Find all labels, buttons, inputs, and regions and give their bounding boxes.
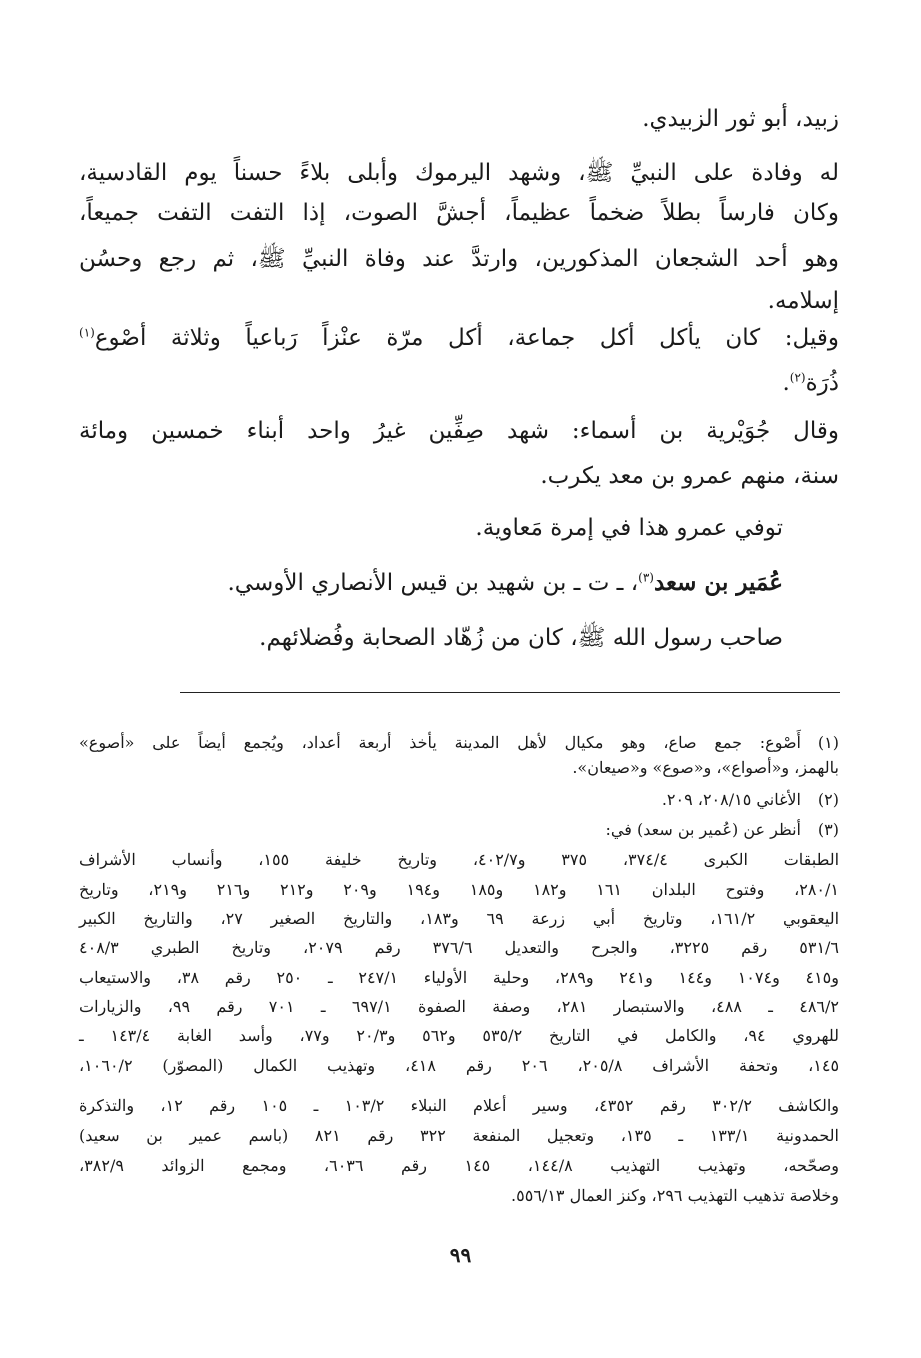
footnote-line: وصحّحه، وتهذيب التهذيب ١٤٤/٨، ١٤٥ رقم ٦٠٣٦، ومجمع الزوائد ٣٨٢/٩، <box>79 1156 840 1175</box>
footnote-number: (١) <box>817 733 839 752</box>
text-line: صاحب رسول الله ﷺ، كان من زُهّاد الصحابة وفُضلائهم. <box>259 625 783 651</box>
person-name: عُمَير بن سعد <box>653 569 783 596</box>
text-line <box>782 370 839 396</box>
text-line <box>79 325 839 351</box>
text-line: له وفادة على النبيِّ ﷺ، وشهد اليرموك وأبلى بلاءً حسناً يوم القادسية، <box>79 160 839 186</box>
footnote-line: ٢٨٠/١، وفتوح البلدان ١٦١ و١٨٢ و١٨٥ و١٩٤ و٢٠٩ و٢١٢ و٢١٦ و٢١٩، وتاريخ <box>79 880 839 899</box>
footnote-line: ٤٨٦/٢ ـ ٤٨٨، والاستبصار ٢٨١، وصفة الصفوة ٦٩٧/١ ـ ٧٠١ رقم ٩٩، والزيارات <box>79 997 839 1016</box>
text-line: توفي عمرو هذا في إمرة مَعاوية. <box>475 515 783 541</box>
text-line: سنة، منهم عمرو بن معد يكرب. <box>540 463 839 489</box>
footnote-line: والكاشف ٣٠٢/٢ رقم ٤٣٥٢، وسير أعلام النبلاء ١٠٣/٢ ـ ١٠٥ رقم ١٢، والتذكرة <box>79 1096 840 1115</box>
page-number: ٩٩ <box>449 1243 472 1267</box>
text-line: إسلامه. <box>767 288 839 314</box>
footnote-line: للهروي ٩٤، والكامل في التاريخ ٥٣٥/٢ و٥٦٢ و٢٠/٣ و٧٧، وأسد الغابة ١٤٣/٤ ـ <box>79 1026 840 1045</box>
footnote-line: بالهمز، و«أصواع»، و«صوع» و«صيعان». <box>572 758 839 777</box>
footnote-line: أَصْوع: جمع صاع، وهو مكيال لأهل المدينة يأخذ أربعة أعداد، ويُجمع أيضاً على «أصوع» <box>79 733 801 752</box>
text-line <box>228 569 784 596</box>
text-span: وقيل: كان يأكل أكل جماعة، أكل مرّة عنْزاً رَباعياً وثلاثة أصْوع <box>94 325 839 351</box>
text-line: وكان فارساً بطلاً ضخماً عظيماً، أجشَّ الصوت، إذا التفت التفت جميعاً، <box>79 200 839 226</box>
footnote-line: الطبقات الكبرى ٣٧٤/٤، ٣٧٥ و٤٠٢/٧، وتاريخ خليفة ١٥٥، وأنساب الأشراف <box>79 850 840 869</box>
footnote-line: وخلاصة تذهيب التهذيب ٢٩٦، وكنز العمال ٥٥٦/١٣. <box>511 1186 839 1205</box>
text-span: ذُرَة <box>805 370 839 396</box>
text-span: . <box>782 370 790 396</box>
footnote-line: و٤١٥ و١٠٧٤ و١٤٤ و٢٤١ و٢٨٩، وحلية الأولياء ٢٤٧/١ ـ ٢٥٠ رقم ٣٨، والاستيعاب <box>79 968 839 987</box>
footnote-ref: (٣) <box>638 570 654 585</box>
footnote-ref: (٢) <box>789 370 806 385</box>
footnote-ref: (١) <box>79 325 95 340</box>
text-span: ، ـ ت ـ بن شهيد بن قيس الأنصاري الأوسي. <box>227 570 639 596</box>
footnote-line: الأغاني ٢٠٨/١٥، ٢٠٩. <box>661 790 801 809</box>
footnote-number: (٣) <box>817 820 839 839</box>
footnote-number: (٢) <box>817 790 839 809</box>
footnote-line: الحمدونية ١٣٣/١ ـ ١٣٥، وتعجيل المنفعة ٣٢٢ رقم ٨٢١ (باسم عمير بن سعيد) <box>79 1126 840 1145</box>
footnote-divider <box>180 692 840 693</box>
footnote-line: ١٤٥، وتحفة الأشراف ٢٠٥/٨، ٢٠٦ رقم ٤١٨، وتهذيب الكمال (المصوّر) ١٠٦٠/٢، <box>79 1056 840 1075</box>
text-line: زبيد، أبو ثور الزبيدي. <box>642 106 839 132</box>
footnote-line: ٥٣١/٦ رقم ٣٢٢٥، والجرح والتعديل ٣٧٦/٦ رقم ٢٠٧٩، وتاريخ الطبري ٤٠٨/٣ <box>79 938 840 957</box>
text-line: وقال جُوَيْرية بن أسماء: شهد صِفِّين غيرُ واحد أبناء خمسين ومائة <box>79 418 839 444</box>
text-line: وهو أحد الشجعان المذكورين، وارتدَّ عند وفاة النبيِّ ﷺ، ثم رجع وحسُن <box>79 246 839 272</box>
footnote-line: أنظر عن (عُمير بن سعد) في: <box>605 820 801 839</box>
footnote-line: اليعقوبي ١٦١/٢، وتاريخ أبي زرعة ٦٩ و١٨٣، والتاريخ الصغير ٢٧، والتاريخ الكبير <box>79 909 840 928</box>
